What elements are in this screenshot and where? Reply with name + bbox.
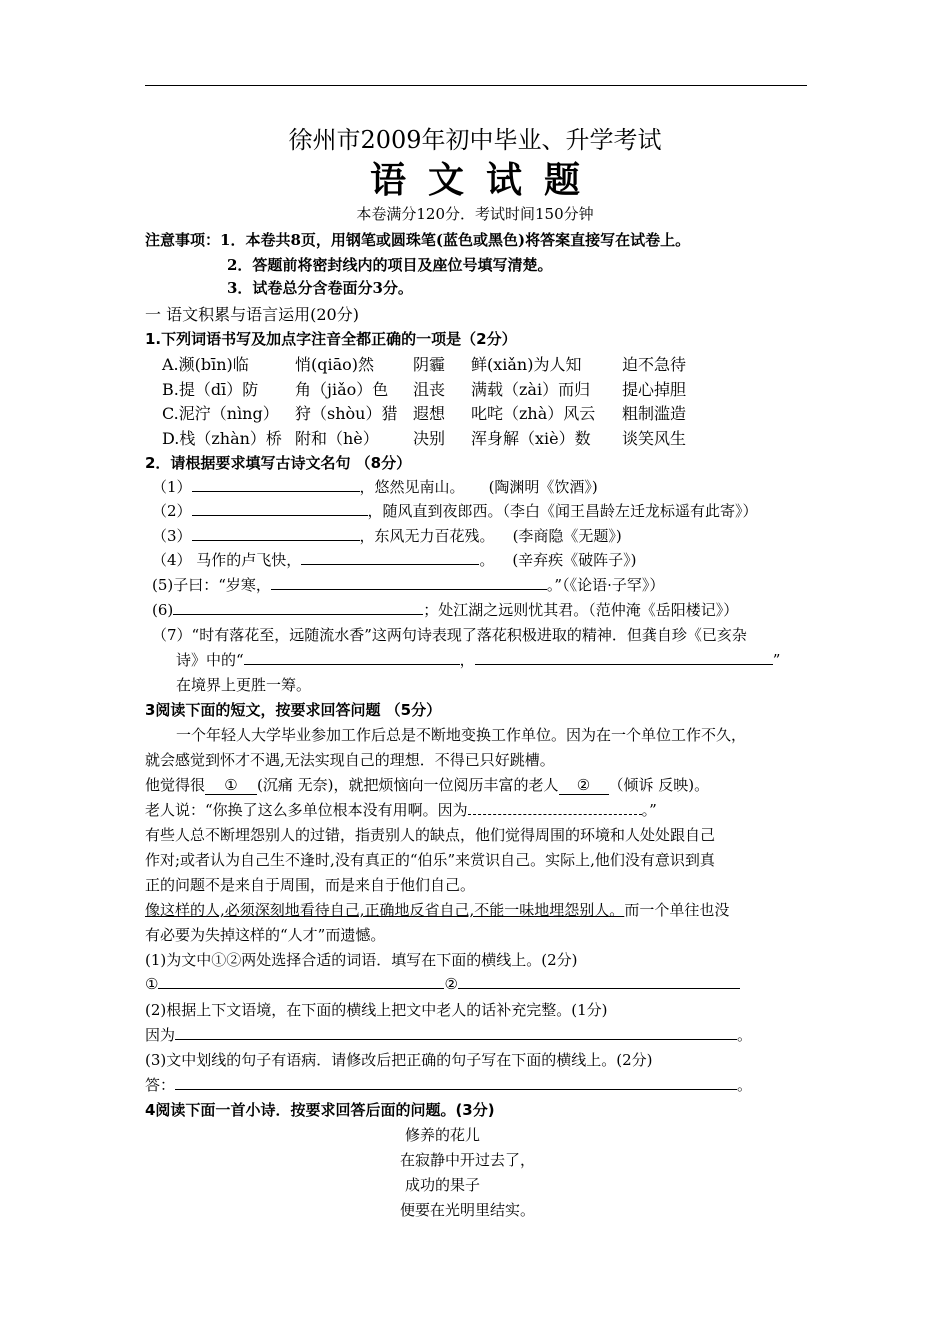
q3-sub-3: (3)文中划线的句子有语病．请修改后把正确的句子写在下面的横线上。(2分) [145,1051,653,1069]
q2-4-source: (辛弃疾《破阵子》) [512,551,637,569]
q2-3-label: （3） [152,527,192,545]
q3-p4-b: 。” [641,801,657,819]
q3-sub-3-blank[interactable] [175,1075,737,1090]
q2-1-label: （1） [152,478,192,496]
q2-line-7b [176,649,780,670]
q1-d-5: 谈笑风生 [622,429,687,448]
q1-d-2: 附和（hè） [295,429,379,448]
q1-b-1: B.提（dī）防 [162,380,259,399]
q3-p3-e: （倾诉 反映)。 [608,776,710,794]
q3-sub-1-blank-2[interactable] [458,974,740,989]
q1-a-5: 迫不急待 [622,355,687,374]
q3-sub-3-prefix: 答： [145,1076,176,1094]
q2-6-label: (6) [152,601,174,619]
q3-sub-2: (2)根据上下文语境，在下面的横线上把文中老人的话补充完整。(1分) [145,1001,608,1019]
q1-c-4: 叱咤（zhà）风云 [471,404,596,423]
q3-para-6: 作对;或者认为自己生不逢时,没有真正的“伯乐”来赏识自己。实际上,他们没有意识到真 [145,851,715,869]
q3-p8-b: 而一个单往也没 [624,901,730,919]
exam-title-line1: 徐州市2009年初中毕业、升学考试 [288,126,662,154]
q3-blank-3[interactable] [468,800,642,815]
q4-poem-line-4: 便要在光明里结实。 [400,1201,536,1219]
q2-line-1 [152,476,598,497]
q1-c-2: 狩（shòu）猎 [295,404,398,423]
q3-para-2: 就会感觉到怀才不遇,无法实现自己的理想．不得已只好跳槽。 [145,751,555,769]
note-3: 3．试卷总分含卷面分3分。 [227,279,413,297]
q2-7-blank-2[interactable] [475,650,773,665]
q2-1-blank[interactable] [192,477,360,492]
q3-p3-a: 他觉得很 [145,776,206,794]
q2-line-7a: （7）“时有落花至，远随流水香”这两句诗表现了落花积极进取的精神．但龚自珍《已亥杂 [152,626,747,644]
q2-line-3 [152,525,622,546]
q2-3-blank[interactable] [192,526,360,541]
q3-para-7: 正的问题不是来自于周围，而是来自于他们自己。 [145,876,476,894]
note-1: 注意事项：1．本卷共8页，用钢笔或圆珠笔(蓝色或黑色)将答案直接写在试卷上。 [145,231,691,249]
q3-para-5: 有些人总不断埋怨别人的过错，指责别人的缺点，他们觉得周围的环境和人处处跟自己 [145,826,716,844]
q2-stem: 2．请根据要求填写古诗文名句 （8分） [145,454,412,472]
q3-sub-1-mark-2: ② [444,975,458,993]
q3-sub-2-end: 。 [737,1026,753,1044]
q3-sub-2-blank[interactable] [175,1025,737,1040]
q2-7-text: 诗》中的“ [176,651,244,669]
q2-7-blank-1[interactable] [244,650,460,665]
q1-a-2: 悄(qiāo)然 [295,355,375,374]
q1-b-2: 角（jiǎo）色 [295,380,389,399]
q4-poem-line-2: 在寂静中开过去了， [400,1151,536,1169]
q2-line-7c: 在境界上更胜一筹。 [176,676,312,694]
q2-7-comma: ， [459,651,475,669]
q2-2-text: ，随风直到夜郎西。（李白《闻王昌龄左迁龙标遥有此寄》） [367,502,758,520]
q2-3-source: (李商隐《无题》) [512,527,622,545]
q2-5-text: 。”（《论语·子罕》） [546,576,665,594]
q1-stem: 1.下列词语书写及加点字注音全都正确的一项是（2分） [145,330,517,348]
q3-para-3 [145,774,709,795]
q3-p3-c: (沉痛 无奈)，就把烦恼向一位阅历丰富的老人 [257,776,559,794]
q3-stem: 3阅读下面的短文，按要求回答问题 （5分） [145,701,442,719]
top-rule [145,85,807,86]
q3-blank-2[interactable]: ② [559,776,609,795]
q2-7-close: ” [772,651,781,669]
q1-d-3: 决别 [413,429,446,448]
q1-b-4: 满载（zài）而归 [471,380,591,399]
q1-b-3: 沮丧 [413,380,446,399]
q2-line-6 [152,599,738,620]
q4-stem: 4阅读下面一首小诗．按要求回答后面的问题。(3分) [145,1101,495,1119]
q3-blank-1[interactable]: ① [205,776,257,795]
q4-poem-line-1: 修养的花儿 [405,1126,481,1144]
q1-a-4: 鲜(xiǎn)为人知 [471,355,582,374]
q2-line-4 [152,549,637,570]
q1-a-1: A.濒(bīn)临 [162,355,249,374]
q3-para-4 [145,799,657,820]
q3-underlined-sentence: 像这样的人,必须深刻地看待自己,正确地反省自己,不能一味地埋怨别人。 [145,901,625,919]
q2-2-label: （2） [152,502,192,520]
q2-1-source: (陶渊明《饮酒》) [488,478,598,496]
q3-para-8 [145,899,729,920]
q1-c-1: C.泥泞（nìng） [162,404,279,423]
q4-poem-line-3: 成功的果子 [405,1176,481,1194]
q3-sub-3-answer [145,1074,752,1095]
q2-4-blank[interactable] [301,550,479,565]
q2-3-text: ，东风无力百花残。 [359,527,495,545]
exam-subtitle: 本卷满分120分．考试时间150分钟 [356,205,594,223]
q2-6-text: ；处江湖之远则忧其君。（范仲淹《岳阳楼记》） [423,601,739,619]
q2-line-5 [152,574,664,595]
q2-4-label: （4） 马作的卢飞快， [152,551,302,569]
q3-sub-1-blank-1[interactable] [158,974,444,989]
section-1-heading: 一 语文积累与语言运用(20分) [145,305,359,324]
q3-sub-2-answer [145,1024,752,1045]
q2-4-text: 。 [479,551,495,569]
q2-5-blank[interactable] [271,575,547,590]
q1-b-5: 提心掉胆 [622,380,687,399]
q2-1-text: ，悠然见南山。 [359,478,465,496]
q3-sub-1-answer [145,974,740,993]
q3-para-9: 有必要为失掉这样的“人才”而遗憾。 [145,926,386,944]
q3-sub-2-prefix: 因为 [145,1026,176,1044]
q2-6-blank[interactable] [173,600,423,615]
q2-2-blank[interactable] [192,501,368,516]
q3-p4-a: 老人说：“你换了这么多单位根本没有用啊。因为 [145,801,468,819]
q1-d-4: 浑身解（xiè）数 [471,429,591,448]
exam-title-line2: 语文试题 [369,159,602,201]
q3-sub-1-mark-1: ① [145,975,159,993]
q1-a-3: 阴霾 [413,355,446,374]
q3-sub-3-end: 。 [737,1076,753,1094]
q1-c-5: 粗制滥造 [622,404,687,423]
q2-5-label: (5)子曰：“岁寒， [152,576,271,594]
q1-c-3: 遐想 [413,404,446,423]
q3-para-1: 一个年轻人大学毕业参加工作后总是不断地变换工作单位。因为在一个单位工作不久， [176,726,747,744]
q3-sub-1: (1)为文中①②两处选择合适的词语．填写在下面的横线上。(2分) [145,951,578,969]
note-2: 2．答题前将密封线内的项目及座位号填写清楚。 [227,256,553,274]
q2-line-2 [152,500,758,521]
q1-d-1: D.栈（zhàn）桥 [162,429,282,448]
